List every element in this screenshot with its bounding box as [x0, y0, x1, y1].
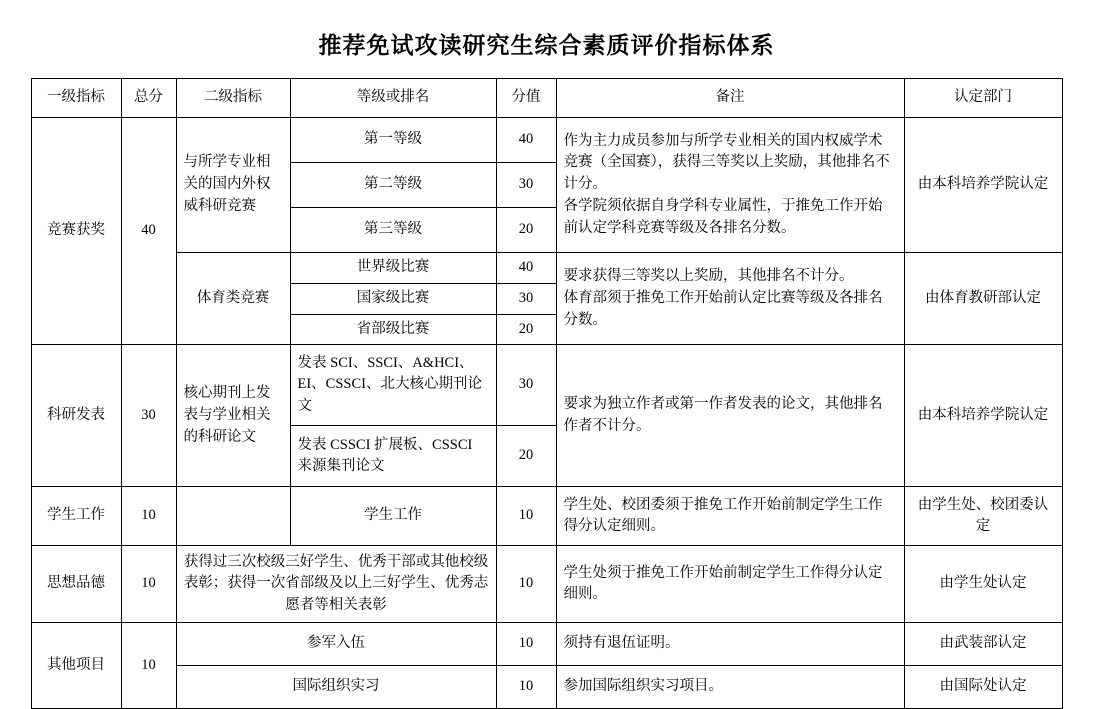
- cell-score-third: 20: [496, 208, 556, 253]
- header-remark: 备注: [556, 79, 904, 118]
- cell-grade-intl-internship: 国际组织实习: [176, 666, 496, 709]
- header-department: 认定部门: [904, 79, 1062, 118]
- cell-score-first: 40: [496, 118, 556, 163]
- cell-level1-competition: 竞赛获奖: [31, 118, 121, 345]
- cell-grade-student-work: 学生工作: [290, 487, 496, 546]
- cell-total-research: 30: [121, 345, 176, 487]
- cell-department-moral: 由学生处认定: [904, 546, 1062, 623]
- cell-level2-research: 核心期刊上发表与学业相关的科研论文: [176, 345, 290, 487]
- cell-remark-intl-internship: 参加国际组织实习项目。: [556, 666, 904, 709]
- cell-score-cssci-extended: 20: [496, 426, 556, 487]
- table-row: [31, 487, 1062, 546]
- cell-score-military: 10: [496, 623, 556, 666]
- cell-total-student-work: 10: [121, 487, 176, 546]
- header-score: 分值: [496, 79, 556, 118]
- cell-remark-student-work: 学生处、校团委须于推免工作开始前制定学生工作得分认定细则。: [556, 487, 904, 546]
- cell-grade-military: 参军入伍: [176, 623, 496, 666]
- remark-line-2: 体育部须于推免工作开始前认定比赛等级及各排名分数。: [563, 289, 883, 328]
- cell-level1-others: 其他项目: [31, 623, 121, 709]
- header-level1: 一级指标: [31, 79, 121, 118]
- cell-level2-moral: 获得过三次校级三好学生、优秀干部或其他校级表彰；获得一次省部级及以上三好学生、优秀志愿者等相关表彰: [176, 546, 496, 623]
- cell-grade-cssci-extended: 发表 CSSCI 扩展板、CSSCI 来源集刊论文: [290, 426, 496, 487]
- cell-level2-academic-competition: 与所学专业相关的国内外权威科研竞赛: [176, 118, 290, 253]
- cell-level2-sports-competition: 体育类竞赛: [176, 253, 290, 345]
- cell-remark-moral: 学生处须于推免工作开始前制定学生工作得分认定细则。: [556, 546, 904, 623]
- cell-department-research: 由本科培养学院认定: [904, 345, 1062, 487]
- cell-remark-military: 须持有退伍证明。: [556, 623, 904, 666]
- cell-level1-moral: 思想品德: [31, 546, 121, 623]
- cell-remark-sports-competition: [556, 253, 904, 345]
- cell-remark-academic-competition: [556, 118, 904, 253]
- table-row: [31, 666, 1062, 709]
- cell-score-second: 30: [496, 163, 556, 208]
- cell-grade-national: 国家级比赛: [290, 283, 496, 314]
- cell-level2-student-work: [176, 487, 290, 546]
- cell-department-military: 由武装部认定: [904, 623, 1062, 666]
- remark-line-1: 要求获得三等奖以上奖励，其他排名不计分。: [563, 268, 854, 284]
- cell-score-student-work: 10: [496, 487, 556, 546]
- cell-grade-third: 第三等级: [290, 208, 496, 253]
- page-title: 推荐免试攻读研究生综合素质评价指标体系: [318, 32, 775, 58]
- cell-grade-second: 第二等级: [290, 163, 496, 208]
- table-row: [31, 253, 1062, 284]
- table-row: [31, 546, 1062, 623]
- cell-grade-core-journal: 发表 SCI、SSCI、A&HCI、EI、CSSCI、北大核心期刊论文: [290, 345, 496, 426]
- cell-score-world: 40: [496, 253, 556, 284]
- cell-department-student-work: 由学生处、校团委认定: [904, 487, 1062, 546]
- cell-grade-provincial: 省部级比赛: [290, 314, 496, 345]
- remark-line-1: 作为主力成员参加与所学专业相关的国内权威学术竞赛（全国赛），获得三等奖以上奖励，其他排名不计分。: [563, 132, 890, 193]
- cell-total-competition: 40: [121, 118, 176, 345]
- cell-total-moral: 10: [121, 546, 176, 623]
- header-level2: 二级指标: [176, 79, 290, 118]
- cell-department-sports-competition: 由体育教研部认定: [904, 253, 1062, 345]
- remark-line-2: 各学院须依据自身学科专业属性，于推免工作开始前认定学科竞赛等级及各排名分数。: [563, 197, 883, 236]
- cell-level1-research: 科研发表: [31, 345, 121, 487]
- cell-department-academic-competition: 由本科培养学院认定: [904, 118, 1062, 253]
- table-row: [31, 345, 1062, 426]
- table-header-row: [31, 79, 1062, 118]
- header-grade: 等级或排名: [290, 79, 496, 118]
- table-row: [31, 118, 1062, 163]
- cell-total-others: 10: [121, 623, 176, 709]
- cell-remark-research: 要求为独立作者或第一作者发表的论文，其他排名作者不计分。: [556, 345, 904, 487]
- table-row: [31, 623, 1062, 666]
- cell-level1-student-work: 学生工作: [31, 487, 121, 546]
- cell-score-provincial: 20: [496, 314, 556, 345]
- cell-score-national: 30: [496, 283, 556, 314]
- cell-score-intl-internship: 10: [496, 666, 556, 709]
- header-total: 总分: [121, 79, 176, 118]
- cell-grade-world: 世界级比赛: [290, 253, 496, 284]
- cell-score-moral: 10: [496, 546, 556, 623]
- cell-grade-first: 第一等级: [290, 118, 496, 163]
- evaluation-table: [31, 78, 1063, 709]
- cell-score-core-journal: 30: [496, 345, 556, 426]
- cell-department-intl-internship: 由国际处认定: [904, 666, 1062, 709]
